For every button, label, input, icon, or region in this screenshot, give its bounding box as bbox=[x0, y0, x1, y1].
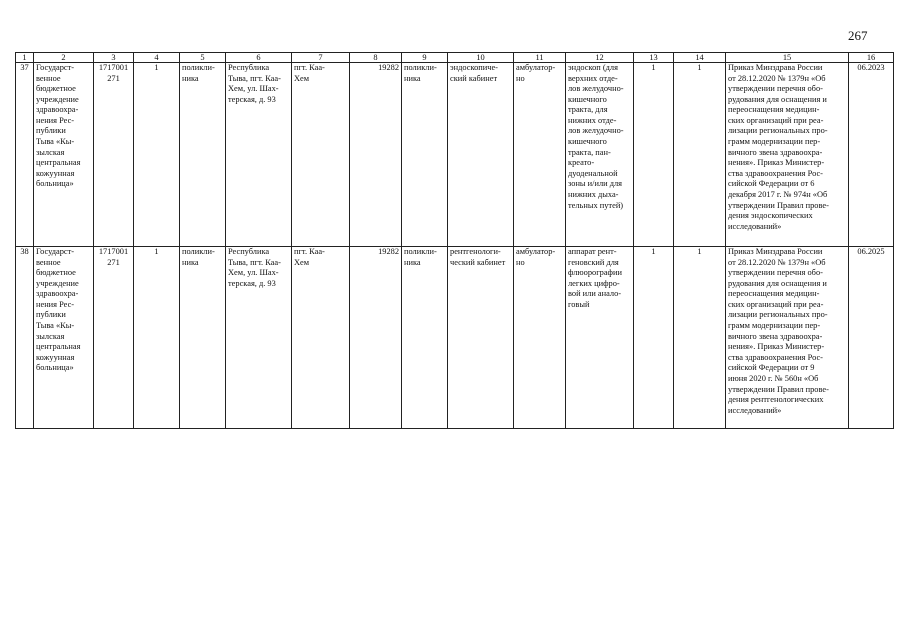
page-number: 267 bbox=[848, 28, 868, 43]
table-row bbox=[16, 63, 894, 247]
date: 06.2023 bbox=[849, 63, 894, 247]
column-number: 2 bbox=[34, 53, 94, 63]
address: Республика Тыва, пгт. Каа- Хем, ул. Шах- терская, д. 93 bbox=[226, 247, 292, 429]
cell-col8: 19282 bbox=[350, 247, 402, 429]
column-number: 13 bbox=[634, 53, 674, 63]
row-number: 38 bbox=[16, 247, 34, 429]
column-number: 6 bbox=[226, 53, 292, 63]
column-number: 5 bbox=[180, 53, 226, 63]
equipment: аппарат рент- геновский для флюорографии легких цифро- вой или анало- говый bbox=[566, 247, 634, 429]
settlement: пгт. Каа- Хем bbox=[292, 247, 350, 429]
cell-col9: поликли- ника bbox=[402, 247, 448, 429]
column-number: 15 bbox=[726, 53, 849, 63]
column-number: 12 bbox=[566, 53, 634, 63]
column-number: 1 bbox=[16, 53, 34, 63]
address: Республика Тыва, пгт. Каа- Хем, ул. Шах- терская, д. 93 bbox=[226, 63, 292, 247]
cell-col8: 19282 bbox=[350, 63, 402, 247]
quantity-col14: 1 bbox=[674, 247, 726, 429]
column-number: 16 bbox=[849, 53, 894, 63]
cell-col9: поликли- ника bbox=[402, 63, 448, 247]
column-number: 3 bbox=[94, 53, 134, 63]
column-number: 8 bbox=[350, 53, 402, 63]
care-type: амбулатор- но bbox=[514, 63, 566, 247]
cell-col4: 1 bbox=[134, 63, 180, 247]
column-number: 14 bbox=[674, 53, 726, 63]
table-row bbox=[16, 247, 894, 429]
equipment: эндоскоп (для верхних отде- лов желудочно- кишечного тракта, для нижних отде- лов желудочно- кишечного тракта, пан- креато- дуоденальной зоны и/или для нижних дыха- тельных путей) bbox=[566, 63, 634, 247]
facility-type: поликли- ника bbox=[180, 247, 226, 429]
column-number: 7 bbox=[292, 53, 350, 63]
care-type: амбулатор- но bbox=[514, 247, 566, 429]
legal-basis: Приказ Минздрава России от 28.12.2020 № 1379н «Об утверждении перечня обо- рудования для оснащения и переоснащения медицин- ских организаций при реа- лизации региональных про- грамм модернизации пер- вичного звена здравоохра- нения». Приказ Министер- ства здравоохранения Рос- сийской Федерации от 9 июня 2020 г. № 560н «Об утверждении Правил прове- дения рентгенологических исследований» bbox=[726, 247, 849, 429]
column-number: 11 bbox=[514, 53, 566, 63]
column-number-row bbox=[16, 53, 894, 63]
cell-col4: 1 bbox=[134, 247, 180, 429]
department: эндоскопиче- ский кабинет bbox=[448, 63, 514, 247]
organization-code: 1717001 271 bbox=[94, 247, 134, 429]
column-number: 10 bbox=[448, 53, 514, 63]
settlement: пгт. Каа- Хем bbox=[292, 63, 350, 247]
organization-name: Государст- венное бюджетное учреждение здравоохра- нения Рес- публики Тыва «Кы- зылская центральная кожуунная больница» bbox=[34, 247, 94, 429]
organization-code: 1717001 271 bbox=[94, 63, 134, 247]
equipment-register-table bbox=[15, 52, 894, 429]
row-number: 37 bbox=[16, 63, 34, 247]
legal-basis: Приказ Минздрава России от 28.12.2020 № 1379н «Об утверждении перечня обо- рудования для оснащения и переоснащения медицин- ских организаций при реа- лизации региональных про- грамм модернизации пер- вичного звена здравоохра- нения». Приказ Министер- ства здравоохранения Рос- сийской Федерации от 6 декабря 2017 г. № 974н «Об утверждении Правил прове- дения эндоскопических исследований» bbox=[726, 63, 849, 247]
date: 06.2025 bbox=[849, 247, 894, 429]
department: рентгенологи- ческий кабинет bbox=[448, 247, 514, 429]
quantity-col13: 1 bbox=[634, 63, 674, 247]
organization-name: Государст- венное бюджетное учреждение здравоохра- нения Рес- публики Тыва «Кы- зылская центральная кожуунная больница» bbox=[34, 63, 94, 247]
facility-type: поликли- ника bbox=[180, 63, 226, 247]
quantity-col14: 1 bbox=[674, 63, 726, 247]
column-number: 9 bbox=[402, 53, 448, 63]
column-number: 4 bbox=[134, 53, 180, 63]
quantity-col13: 1 bbox=[634, 247, 674, 429]
